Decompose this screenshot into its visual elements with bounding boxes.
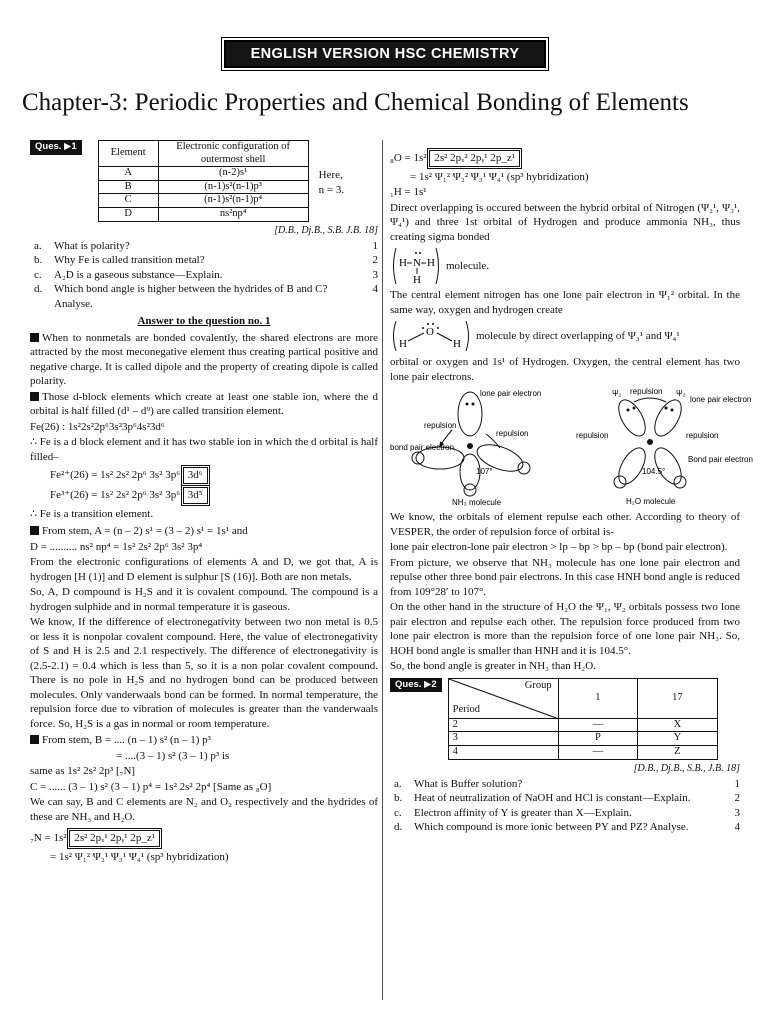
- answer-title: Answer to the question no. 1: [137, 315, 271, 328]
- n-hybrid: = 1s² Ψ₁² Ψ₂¹ Ψ₃¹ Ψ₄¹ (sp³ hybridization): [50, 850, 229, 863]
- svg-text:N: N: [413, 257, 421, 270]
- q2-col-1: 1: [558, 678, 638, 718]
- nh3-inline-text: molecule.: [446, 259, 490, 272]
- q1-subq-text: What is polarity?: [54, 239, 130, 252]
- svg-text:O: O: [426, 326, 434, 339]
- right-column: [390, 140, 753, 835]
- right-para5: lone pair electron-lone pair electron > lp – bp > bp – bp (bond pair electron).: [390, 541, 728, 554]
- q2-cell: 4: [448, 746, 558, 760]
- answer-d-line2: = ....(3 – 1) s² (3 – 1) p³ is: [116, 749, 230, 762]
- answer-c-line1-text: From stem, A = (n – 2) s¹ = (3 – 2) s¹ = 1s¹ and: [42, 525, 248, 538]
- q1-badge: Ques. ▶1: [30, 140, 82, 155]
- nh3-label: repulsion: [424, 421, 457, 431]
- q2-cell: —: [558, 746, 638, 760]
- right-para2: The central element nitrogen has one lone pair electron in Ψ₁² orbital. In the same way, oxygen and hydrogen create: [390, 289, 740, 316]
- q2-subq-letter: b.: [394, 792, 403, 805]
- q2-subq: [390, 777, 740, 792]
- answer-b: [30, 390, 378, 419]
- q1-col-config: Electronic configuration of outermost shell: [158, 141, 308, 167]
- q1-table: [98, 140, 309, 222]
- q1-subq: [30, 268, 378, 283]
- o-config: [390, 150, 740, 167]
- q2-subq-mark: 3: [734, 806, 740, 819]
- q1-subq-letter: a.: [34, 239, 42, 252]
- q2-subq: [390, 806, 740, 821]
- q1-subq-mark: 3: [372, 268, 378, 281]
- q2-cell: X: [638, 718, 718, 732]
- h2o-inline-text: molecule by direct overlapping of Ψ₃¹ and Ψ₄¹: [476, 329, 680, 342]
- answer-a: [30, 331, 378, 389]
- answer-d-line3: same as 1s² 2s² 2p³ [₇N]: [30, 765, 136, 778]
- answer-a-text: When to nonmetals are bonded covalently, the shared electrons are more attracted by the most meconegative element thus creating partical positive and negative charge. It is called dipole and the property of creating dipole is called polarity.: [30, 331, 378, 388]
- right-para6: From picture, we observe that NH₃ molecule has one lone pair electron and repulse other three bond pair electrons. In this case HNH bond angle is reduced from 109°28′ to 107°.: [390, 556, 740, 598]
- nh3-label: repulsion: [496, 429, 529, 439]
- q1-cell: B: [98, 180, 158, 194]
- h2o-label: lone pair electron: [690, 395, 752, 405]
- answer-c-para1: From the electronic configurations of elements A and D, we got that, A is hydrogen [H (1)] and D element is sulphur [S (16)]. Both are non metals.: [30, 556, 378, 583]
- right-para3: orbital or oxygen and 1s¹ of Hydrogen. Oxygen, the central element has two lone pair electrons.: [390, 356, 740, 383]
- q1-cell: (n-1)s²(n-1)p³: [158, 180, 308, 194]
- h2o-label: repulsion: [576, 431, 609, 441]
- q1-here: Here,: [318, 169, 343, 181]
- h2o-label: Ψ₂: [676, 389, 686, 399]
- q2-cell: 2: [448, 718, 558, 732]
- nh3-orbital-diagram: [390, 386, 560, 506]
- q2-corner-cell: [448, 678, 558, 718]
- right-para8: So, the bond angle is greater in NH₃ than H₂O.: [390, 660, 596, 673]
- column-divider: [382, 140, 383, 1000]
- right-para7: On the other hand in the structure of H₂O the Ψ₁, Ψ₂ orbitals possess two lone pair electron and repulse each other. The repulsion force produced from two lone pair electron is more than the repulsion force of one lone pair NH₃. So, HOH bond angle is smaller than HNH and it is 104.5°.: [390, 601, 740, 657]
- q2-cell: P: [558, 732, 638, 746]
- q2-subq-text: Heat of neutralization of NaOH and HCl is constant—Explain.: [414, 792, 691, 805]
- q1-subq-mark: 1: [372, 239, 378, 252]
- svg-text:H: H: [399, 338, 407, 351]
- answer-c-para3: We know, If the difference of electronegativity between two non metal is 0.5 or less it is nonpolar covalent compound. Here, the value of electronegativity of S and H is 2.5 and 2.1 respectively. The difference of electronegativity is (2.5-2.1) = 0.4 which is less than 5, so it is a non polar covalent compound. There is no pole in H₂S and no hydrogen bond can be produced between molecules. Only vanderwaals bond can be formed. In normal temperature, the repulsion force due to vibration of molecules is greater than the vanderwaals force. So, H₂S is a gas in normal or room temperature.: [30, 616, 378, 730]
- fe-config: Fe(26) : 1s²2s²2p⁶3s²3p⁶4s²3d⁶: [30, 420, 165, 433]
- nh3-angle: 107°: [476, 467, 493, 477]
- q1-header: [30, 140, 378, 222]
- o-config-pre: ₈O = 1s²: [390, 152, 427, 164]
- answer-d-line4: C = ...... (3 – 1) s² (3 – 1) p⁴ = 1s² 2s² 2p⁴ [Same as ₈O]: [30, 780, 272, 793]
- q2-badge: Ques. ▶2: [390, 678, 442, 693]
- svg-text:H: H: [399, 257, 407, 270]
- q1-subq-letter: c.: [34, 268, 42, 281]
- q1-note: [315, 140, 344, 197]
- q2-col-17: 17: [638, 678, 718, 718]
- fe2-box: 3d⁶: [183, 467, 208, 484]
- q1-subq: [30, 239, 378, 254]
- answer-c-line1: [30, 524, 378, 539]
- q1-cell: (n-1)s²(n-1)p⁴: [158, 194, 308, 208]
- h2o-structure-icon: [390, 319, 472, 353]
- answer-d-line1: [30, 733, 378, 748]
- q2-subq-mark: 2: [734, 792, 740, 805]
- q2-cell: Y: [638, 732, 718, 746]
- orbital-diagrams: [390, 386, 753, 508]
- answer-d-line5: We can say, B and C elements are N₂ and O₂ respectively and the hydrides of these are NH₃ and H₂O.: [30, 796, 378, 823]
- answer-marker-icon: [30, 333, 39, 342]
- nh3-structure-icon: [390, 246, 442, 286]
- h2o-caption: H₂O molecule: [626, 497, 676, 507]
- svg-text:H: H: [427, 257, 435, 270]
- h2o-inline: [390, 319, 740, 353]
- left-column: [30, 140, 378, 865]
- h2o-label: repulsion: [630, 387, 663, 397]
- q2-subq-letter: c.: [394, 806, 402, 819]
- q1-subq: [30, 253, 378, 268]
- q1-cell: C: [98, 194, 158, 208]
- fe2-config: [30, 467, 378, 484]
- answer-d-line1-text: From stem, B = .... (n – 1) s² (n – 1) p³: [42, 734, 211, 747]
- nh3-inline: [390, 246, 740, 286]
- n-config: [30, 830, 378, 847]
- q1-reference: [D.B., Dj.B., S.B. J.B. 18]: [274, 224, 378, 236]
- answer-b-text: Those d-block elements which create at least one stable ion, where the d orbital is half filled (d¹ – d⁹) are called transition element.: [30, 390, 378, 418]
- answer-marker-icon: [30, 735, 39, 744]
- h2o-label: repulsion: [686, 431, 719, 441]
- q2-subq-mark: 1: [734, 777, 740, 790]
- nh3-caption: NH₃ molecule: [452, 498, 502, 508]
- q1-subq-text: A₂D is a gaseous substance—Explain.: [54, 268, 223, 281]
- svg-text:H: H: [413, 274, 421, 287]
- n-config-pre: ₇N = 1s²: [30, 832, 67, 845]
- h2o-label: Bond pair electron: [688, 455, 753, 465]
- right-para4: We know, the orbitals of element repulse each other. According to theory of VESPER, the order of repulsion force of orbital is-: [390, 511, 740, 538]
- q2-subq: [390, 820, 740, 835]
- o-config-box: 2s² 2pₓ² 2pᵧ¹ 2p_z¹: [429, 150, 520, 167]
- right-para1: Direct overlapping is occured between the hybrid orbital of Nitrogen (Ψ₂¹, Ψ₃¹, Ψ₄¹) and three 1st orbital of Hydrogen and produce ammonia NH₃, thus creating sigma bonded: [390, 201, 740, 243]
- q2-table: [448, 678, 718, 760]
- h2o-angle: 104.5°: [642, 467, 666, 477]
- nh3-label: lone pair electron: [480, 389, 542, 399]
- o-hybrid: = 1s² Ψ₁² Ψ₂² Ψ₃¹ Ψ₄¹ (sp³ hybridization): [410, 170, 589, 183]
- q1-subq-mark: 2: [372, 254, 378, 267]
- q2-subq-text: Which compound is more ionic between PY and PZ? Analyse.: [414, 821, 689, 834]
- answer-c-para2: So, A, D compound is H₂S and it is covalent compound. The compound is a hydrogen sulphide and in normal temperature it is gaseous.: [30, 586, 378, 613]
- q1-n: n = 3.: [318, 183, 345, 196]
- chapter-title: Chapter-3: Periodic Properties and Chemical Bonding of Elements: [22, 89, 689, 116]
- answer-c-line2: D = .......... ns² np⁴ = 1s² 2s² 2p⁶ 3s² 3p⁴: [30, 540, 203, 553]
- q2-cell: Z: [638, 746, 718, 760]
- q2-subq: [390, 791, 740, 806]
- answer-marker-icon: [30, 526, 39, 535]
- q1-cell: ns²np⁴: [158, 207, 308, 221]
- q1-subq-text: Why Fe is called transition metal?: [54, 254, 205, 267]
- q1-col-element: Element: [98, 141, 158, 167]
- q1-subq-letter: d.: [34, 283, 43, 296]
- q2-subq-text: Electron affinity of Y is greater than X—Explain.: [414, 806, 632, 819]
- q1-cell: D: [98, 207, 158, 221]
- svg-text:H: H: [453, 338, 461, 351]
- fe3-config: [30, 487, 378, 504]
- q2-period-label: Period: [452, 704, 481, 716]
- n-config-box: 2s² 2pₓ¹ 2pᵧ¹ 2p_z¹: [69, 830, 160, 847]
- fe-statement: ∴ Fe is a d block element and it has two stable ion in which the d orbital is half filled–: [30, 436, 378, 463]
- q2-subq-letter: a.: [394, 777, 402, 790]
- header-banner: ENGLISH VERSION HSC CHEMISTRY: [224, 40, 546, 68]
- q1-cell: (n-2)s¹: [158, 167, 308, 181]
- q2-reference: [D.B., Dj.B., S.B., J.B. 18]: [633, 762, 740, 774]
- q1-cell: A: [98, 167, 158, 181]
- q2-cell: —: [558, 718, 638, 732]
- q1-subq: [30, 282, 378, 311]
- fe3-box: 3d⁵: [183, 487, 208, 504]
- q2-cell: 3: [448, 732, 558, 746]
- q2-subq-mark: 4: [734, 821, 740, 834]
- h2o-orbital-diagram: [570, 386, 753, 507]
- fe3-config-text: Fe³⁺(26) = 1s² 2s² 2p⁶ 3s² 3p⁶: [50, 489, 181, 501]
- q2-subq-text: What is Buffer solution?: [414, 777, 523, 790]
- fe-conclusion: ∴ Fe is a transition element.: [30, 507, 154, 520]
- q2-group-label: Group: [524, 679, 552, 691]
- q1-subq-mark: 4: [372, 283, 378, 296]
- nh3-label: bond pair electron: [390, 443, 455, 453]
- fe2-config-text: Fe²⁺(26) = 1s² 2s² 2p⁶ 3s² 3p⁶: [50, 469, 181, 482]
- q1-subq-text: Which bond angle is higher between the hydrides of B and C? Analyse.: [54, 283, 328, 310]
- q2-subq-letter: d.: [394, 821, 403, 834]
- h-config: ₁H = 1s¹: [390, 186, 427, 199]
- answer-marker-icon: [30, 392, 39, 401]
- q2-header: [390, 678, 740, 760]
- q1-subq-letter: b.: [34, 254, 43, 267]
- h2o-label: Ψ₁: [612, 389, 622, 399]
